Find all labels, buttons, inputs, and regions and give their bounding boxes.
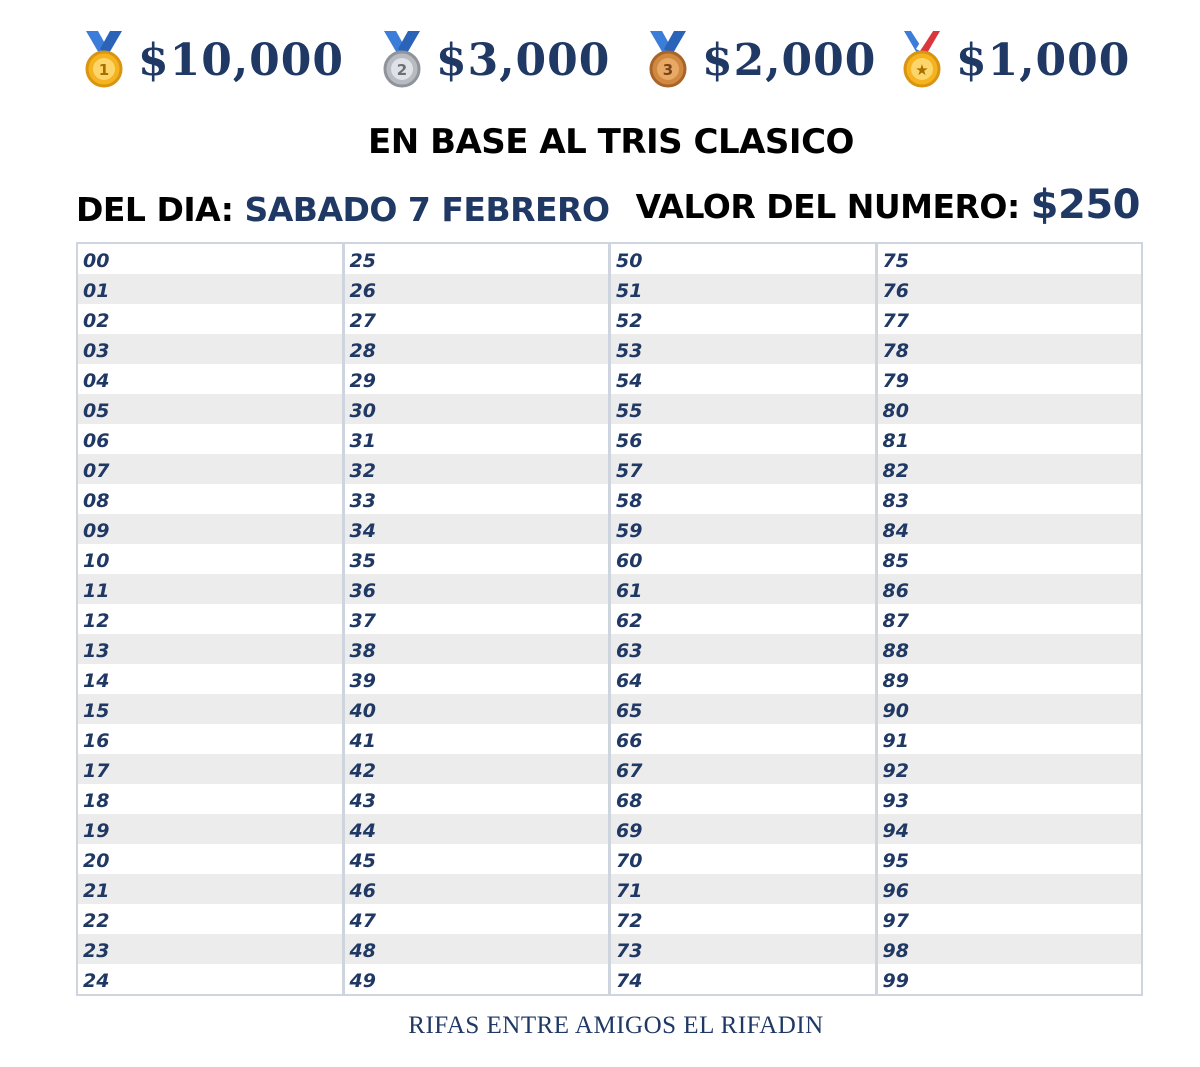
number-cell[interactable]: 22 — [83, 910, 110, 932]
number-cell[interactable]: 84 — [878, 514, 1142, 544]
number-cell[interactable]: 93 — [882, 790, 909, 812]
number-cell[interactable]: 86 — [878, 574, 1142, 604]
number-cell[interactable]: 23 — [78, 934, 342, 964]
number-cell[interactable]: 58 — [616, 490, 643, 512]
page-subtitle: EN BASE AL TRIS CLASICO — [368, 122, 854, 162]
number-cell[interactable]: 57 — [611, 454, 875, 484]
number-cell[interactable]: 09 — [78, 514, 342, 544]
number-cell[interactable]: 32 — [345, 454, 609, 484]
number-cell[interactable]: 49 — [349, 970, 376, 992]
prize-amount: $10,000 — [138, 34, 345, 86]
number-cell[interactable]: 37 — [349, 610, 376, 632]
number-cell[interactable]: 69 — [611, 814, 875, 844]
number-cell[interactable]: 06 — [83, 430, 110, 452]
number-cell[interactable]: 31 — [349, 430, 376, 452]
number-cell[interactable]: 02 — [83, 310, 110, 332]
number-cell[interactable]: 53 — [611, 334, 875, 364]
number-cell[interactable]: 21 — [78, 874, 342, 904]
number-cell[interactable]: 64 — [616, 670, 643, 692]
number-cell[interactable]: 12 — [83, 610, 110, 632]
number-cell[interactable]: 59 — [611, 514, 875, 544]
silver-medal-icon — [378, 31, 426, 89]
number-cell[interactable]: 20 — [83, 850, 110, 872]
number-cell[interactable]: 10 — [83, 550, 110, 572]
number-cell[interactable]: 73 — [611, 934, 875, 964]
svg-text:★: ★ — [915, 61, 929, 79]
number-cell[interactable]: 65 — [611, 694, 875, 724]
number-cell[interactable]: 01 — [78, 274, 342, 304]
ticket-price-label: VALOR DEL NUMERO: — [635, 187, 1020, 226]
numbers-column — [875, 244, 1142, 994]
draw-date-label: DEL DIA: — [76, 190, 234, 229]
number-cell[interactable]: 90 — [878, 694, 1142, 724]
prize-fourth — [898, 30, 1130, 90]
number-cell[interactable]: 68 — [616, 790, 643, 812]
number-cell[interactable]: 62 — [616, 610, 643, 632]
number-cell[interactable]: 36 — [345, 574, 609, 604]
number-cell[interactable]: 18 — [83, 790, 110, 812]
number-cell[interactable]: 67 — [611, 754, 875, 784]
svg-text:3: 3 — [662, 61, 674, 79]
number-cell[interactable]: 98 — [878, 934, 1142, 964]
number-cell[interactable]: 60 — [616, 550, 643, 572]
number-cell[interactable]: 30 — [345, 394, 609, 424]
gold-medal-icon — [80, 31, 128, 89]
ticket-price-value: $250 — [1030, 182, 1140, 228]
number-cell[interactable]: 43 — [349, 790, 376, 812]
number-cell[interactable]: 28 — [345, 334, 609, 364]
number-cell[interactable]: 13 — [78, 634, 342, 664]
number-cell[interactable]: 82 — [878, 454, 1142, 484]
number-cell[interactable]: 89 — [882, 670, 909, 692]
number-cell[interactable]: 39 — [349, 670, 376, 692]
number-cell[interactable]: 71 — [611, 874, 875, 904]
number-cell[interactable]: 88 — [878, 634, 1142, 664]
number-cell[interactable]: 78 — [878, 334, 1142, 364]
number-cell[interactable]: 14 — [83, 670, 110, 692]
number-cell[interactable]: 48 — [345, 934, 609, 964]
number-cell[interactable]: 75 — [882, 250, 909, 272]
number-cell[interactable]: 47 — [349, 910, 376, 932]
prize-amount: $2,000 — [702, 34, 877, 86]
bronze-medal-icon — [644, 31, 692, 89]
number-cell[interactable]: 29 — [349, 370, 376, 392]
number-cell[interactable]: 76 — [878, 274, 1142, 304]
number-cell[interactable]: 61 — [611, 574, 875, 604]
number-cell[interactable]: 54 — [616, 370, 643, 392]
number-cell[interactable]: 11 — [78, 574, 342, 604]
number-cell[interactable]: 94 — [878, 814, 1142, 844]
number-cell[interactable]: 77 — [882, 310, 909, 332]
number-cell[interactable]: 83 — [882, 490, 909, 512]
number-cell[interactable]: 33 — [349, 490, 376, 512]
number-cell[interactable]: 55 — [611, 394, 875, 424]
number-cell[interactable]: 16 — [83, 730, 110, 752]
svg-text:2: 2 — [396, 61, 408, 79]
number-cell[interactable]: 97 — [882, 910, 909, 932]
number-cell[interactable]: 46 — [345, 874, 609, 904]
organizer-footer: RIFAS ENTRE AMIGOS EL RIFADIN — [408, 1012, 824, 1039]
number-cell[interactable]: 24 — [83, 970, 110, 992]
sports-medal-icon — [898, 31, 946, 89]
number-cell[interactable]: 26 — [345, 274, 609, 304]
number-cell[interactable]: 72 — [616, 910, 643, 932]
number-cell[interactable]: 92 — [878, 754, 1142, 784]
number-cell[interactable]: 56 — [616, 430, 643, 452]
number-cell[interactable]: 34 — [345, 514, 609, 544]
numbers-column — [342, 244, 609, 994]
numbers-table — [76, 242, 1143, 996]
number-cell[interactable]: 38 — [345, 634, 609, 664]
number-cell[interactable]: 44 — [345, 814, 609, 844]
number-cell[interactable]: 40 — [345, 694, 609, 724]
number-cell[interactable]: 74 — [616, 970, 643, 992]
number-cell[interactable]: 80 — [878, 394, 1142, 424]
number-cell[interactable]: 85 — [882, 550, 909, 572]
number-cell[interactable]: 96 — [878, 874, 1142, 904]
number-cell[interactable]: 05 — [78, 394, 342, 424]
number-cell[interactable]: 07 — [78, 454, 342, 484]
prize-amount: $3,000 — [436, 34, 611, 86]
number-cell[interactable]: 91 — [882, 730, 909, 752]
number-cell[interactable]: 41 — [349, 730, 376, 752]
number-cell[interactable]: 95 — [882, 850, 909, 872]
number-cell[interactable]: 25 — [349, 250, 376, 272]
draw-date — [76, 190, 610, 229]
prize-second — [378, 30, 610, 90]
number-cell[interactable]: 08 — [83, 490, 110, 512]
number-cell[interactable]: 70 — [616, 850, 643, 872]
svg-text:1: 1 — [98, 61, 110, 79]
number-cell[interactable]: 00 — [83, 250, 110, 272]
numbers-column — [608, 244, 875, 994]
draw-date-value: SABADO 7 FEBRERO — [244, 190, 610, 229]
numbers-column — [78, 244, 342, 994]
number-cell[interactable]: 66 — [616, 730, 643, 752]
number-cell[interactable]: 81 — [882, 430, 909, 452]
number-cell[interactable]: 52 — [616, 310, 643, 332]
number-cell[interactable]: 35 — [349, 550, 376, 572]
number-cell[interactable]: 27 — [349, 310, 376, 332]
number-cell[interactable]: 19 — [78, 814, 342, 844]
number-cell[interactable]: 87 — [882, 610, 909, 632]
number-cell[interactable]: 42 — [345, 754, 609, 784]
number-cell[interactable]: 15 — [78, 694, 342, 724]
number-cell[interactable]: 79 — [882, 370, 909, 392]
number-cell[interactable]: 99 — [882, 970, 909, 992]
prize-first — [80, 30, 344, 90]
number-cell[interactable]: 04 — [83, 370, 110, 392]
number-cell[interactable]: 45 — [349, 850, 376, 872]
number-cell[interactable]: 50 — [616, 250, 643, 272]
ticket-price — [636, 182, 1140, 228]
number-cell[interactable]: 17 — [78, 754, 342, 784]
prize-third — [644, 30, 876, 90]
prize-amount: $1,000 — [956, 34, 1131, 86]
number-cell[interactable]: 63 — [611, 634, 875, 664]
number-cell[interactable]: 51 — [611, 274, 875, 304]
number-cell[interactable]: 03 — [78, 334, 342, 364]
